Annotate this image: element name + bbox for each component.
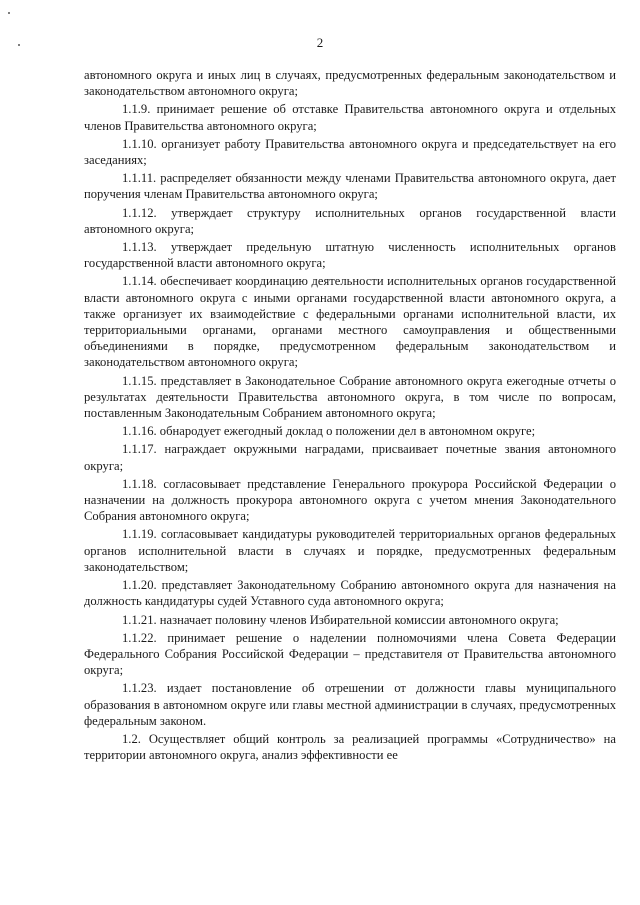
paragraph-1-1-10: 1.1.10. организует работу Правительства автономного округа и председательствует на его заседаниях; [84,136,616,168]
paragraph-1-1-17: 1.1.17. награждает окружными наградами, присваивает почетные звания автономного округа; [84,442,616,473]
paragraph-1-1-14: 1.1.14. обеспечивает координацию деятельности исполнительных органов государственной власти автономного округа с иными органами государственной власти автономного округа, а также организует их взаимодействие с федеральными органами исполнительной власти, их территориальными органами, органами местного самоуправления и общественными объединениями в порядке, предусмотренном федеральным законодательством и законодательством автономного округа; [84,274,616,370]
paragraph-1-1-22: 1.1.22. принимает решение о наделении полномочиями члена Совета Федерации Федерального Собрания Российской Федерации – представителя от Правительства автономного округа; [84,630,616,678]
paragraph-1-1-9: 1.1.9. принимает решение об отставке Правительства автономного округа и отдельных членов Правительства автономного округа; [84,102,616,133]
scan-speck [8,12,10,14]
page-number: 2 [316,35,324,50]
paragraph-continuation: автономного округа и иных лиц в случаях, предусмотренных федеральным законодательством и законодательством автономного округа; [84,68,616,99]
paragraph-1-1-13: 1.1.13. утверждает предельную штатную численность исполнительных органов государственной власти автономного округа; [84,240,616,271]
paragraph-1-1-21: 1.1.21. назначает половину членов Избирательной комиссии автономного округа; [122,612,559,627]
paragraph-1-1-19: 1.1.19. согласовывает кандидатуры руководителей территориальных органов федеральных органов исполнительной власти в случаях и порядке, предусмотренных федеральным законодательством; [84,527,616,574]
paragraph-1-1-11: 1.1.11. распределяет обязанности между членами Правительства автономного округа, дает поручения членам Правительства автономного округа; [84,171,616,202]
document-body [84,67,616,765]
paragraph-1-1-20: 1.1.20. представляет Законодательному Собранию автономного округа для назначения на должность кандидатуры судей Уставного суда автономного округа; [84,578,616,609]
paragraph-1-2: 1.2. Осуществляет общий контроль за реализацией программы «Сотрудничество» на территории автономного округа, анализ эффективности ее [84,731,616,763]
paragraph-1-1-12: 1.1.12. утверждает структуру исполнительных органов государственной власти автономного округа; [84,205,616,236]
paragraph-1-1-15: 1.1.15. представляет в Законодательное Собрание автономного округа ежегодные отчеты о результатах деятельности Правительства автономного округа, в том числе по вопросам, поставленным Законодательным Собранием автономного округа; [84,373,616,421]
paragraph-1-1-23: 1.1.23. издает постановление об отрешении от должности главы муниципального образования в автономном округе или главы местной администрации в случаях, предусмотренных федеральным законом. [84,681,616,728]
paragraph-1-1-16: 1.1.16. обнародует ежегодный доклад о положении дел в автономном округе; [122,424,536,439]
paragraph-1-1-18: 1.1.18. согласовывает представление Генерального прокурора Российской Федерации о назначении на должность прокурора автономного округа с учетом мнения Законодательного Собрания автономного округа; [84,476,616,524]
